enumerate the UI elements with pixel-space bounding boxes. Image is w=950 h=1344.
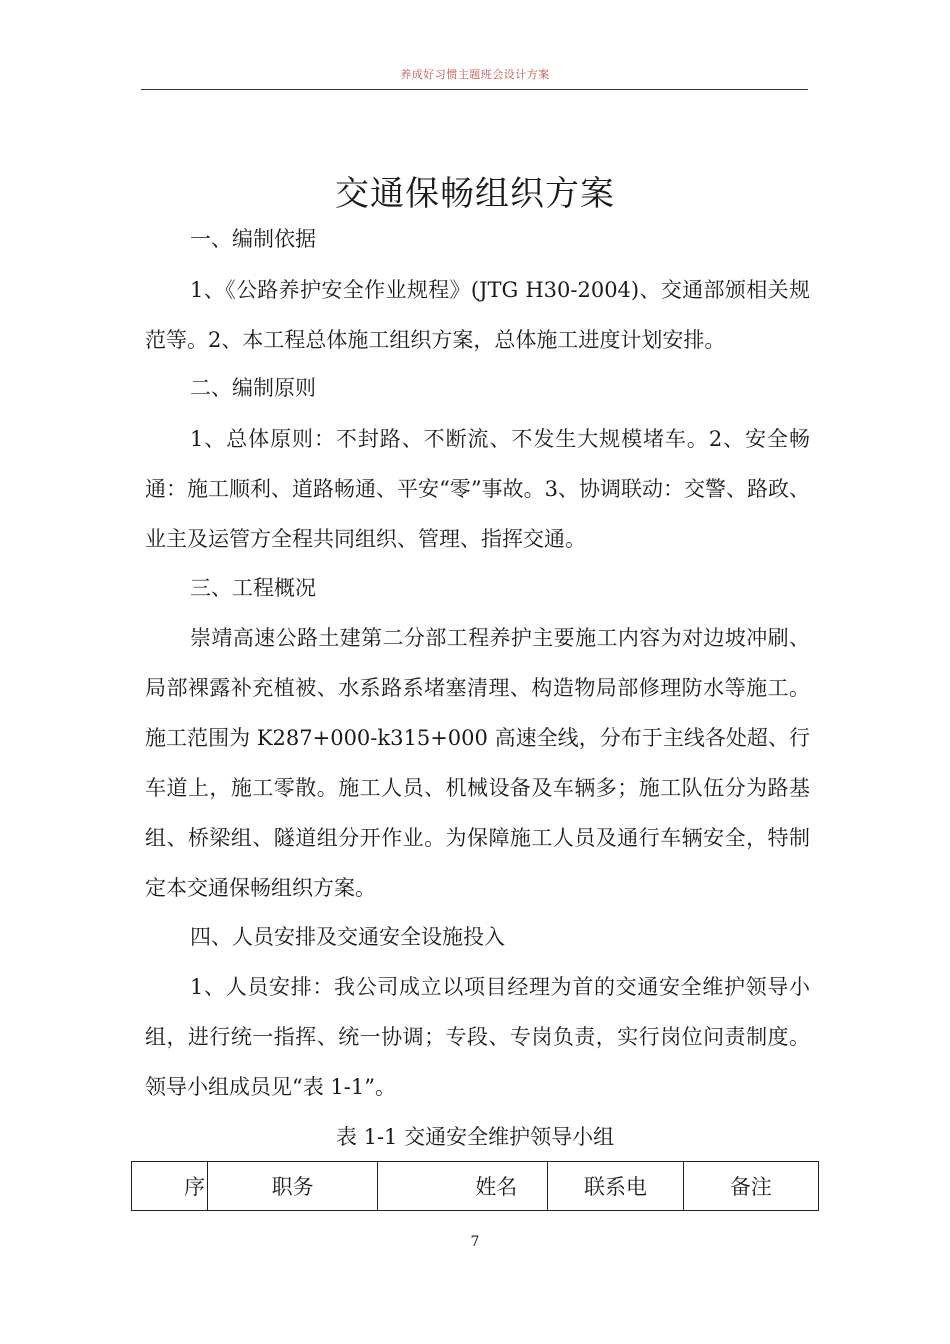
table-caption: 表 1-1 交通安全维护领导小组 [335,1125,615,1149]
paragraph: 1、人员安排：我公司成立以项目经理为首的交通安全维护领导小组，进行统一指挥、统一协调；专段、专岗负责，实行岗位问责制度。领导小组成员见“表 1-1”。 [145,975,810,1099]
header-rule [141,89,808,90]
section-heading-4: 四、人员安排及交通安全设施投入 [190,925,505,949]
paragraph: 1、《公路养护安全作业规程》(JTG H30-2004)、交通部颁相关规范等。2、本工程总体施工组织方案，总体施工进度计划安排。 [145,278,810,352]
paragraph: 1、总体原则：不封路、不断流、不发生大规模堵车。2、安全畅通：施工顺利、道路畅通、平安“零”事故。3、协调联动：交警、路政、业主及运管方全程共同组织、管理、指挥交通。 [145,427,810,551]
document-title: 交通保畅组织方案 [335,174,615,214]
section-body-2 [145,414,810,564]
page-number: 7 [470,1234,480,1250]
section-heading-1: 一、编制依据 [190,227,316,251]
table-header-cell: 序 [132,1162,208,1211]
section-body-4 [145,962,810,1112]
paragraph: 崇靖高速公路土建第二分部工程养护主要施工内容为对边坡冲刷、局部裸露补充植被、水系路系堵塞清理、构造物局部修理防水等施工。施工范围为 K287+000-k315+000 高速全线，分布于主线各处超、行车道上，施工零散。施工人员、机械设备及车辆多；施工队伍分为路基组、桥梁组、隧道组分开作业。为保障施工人员及通行车辆安全，特制定本交通保畅组织方案。 [145,626,810,900]
table-header-cell: 姓名 [378,1162,548,1211]
leadership-table [131,1161,819,1211]
section-body-1 [145,265,810,365]
table-header-cell: 联系电 [548,1162,683,1211]
section-body-3 [145,613,810,913]
section-heading-3: 三、工程概况 [190,576,316,600]
table-header-cell: 备注 [683,1162,818,1211]
table-header-row [132,1162,819,1211]
running-header: 养成好习惯主题班会设计方案 [400,68,550,81]
table-header-cell: 职务 [207,1162,377,1211]
section-heading-2: 二、编制原则 [190,376,316,400]
